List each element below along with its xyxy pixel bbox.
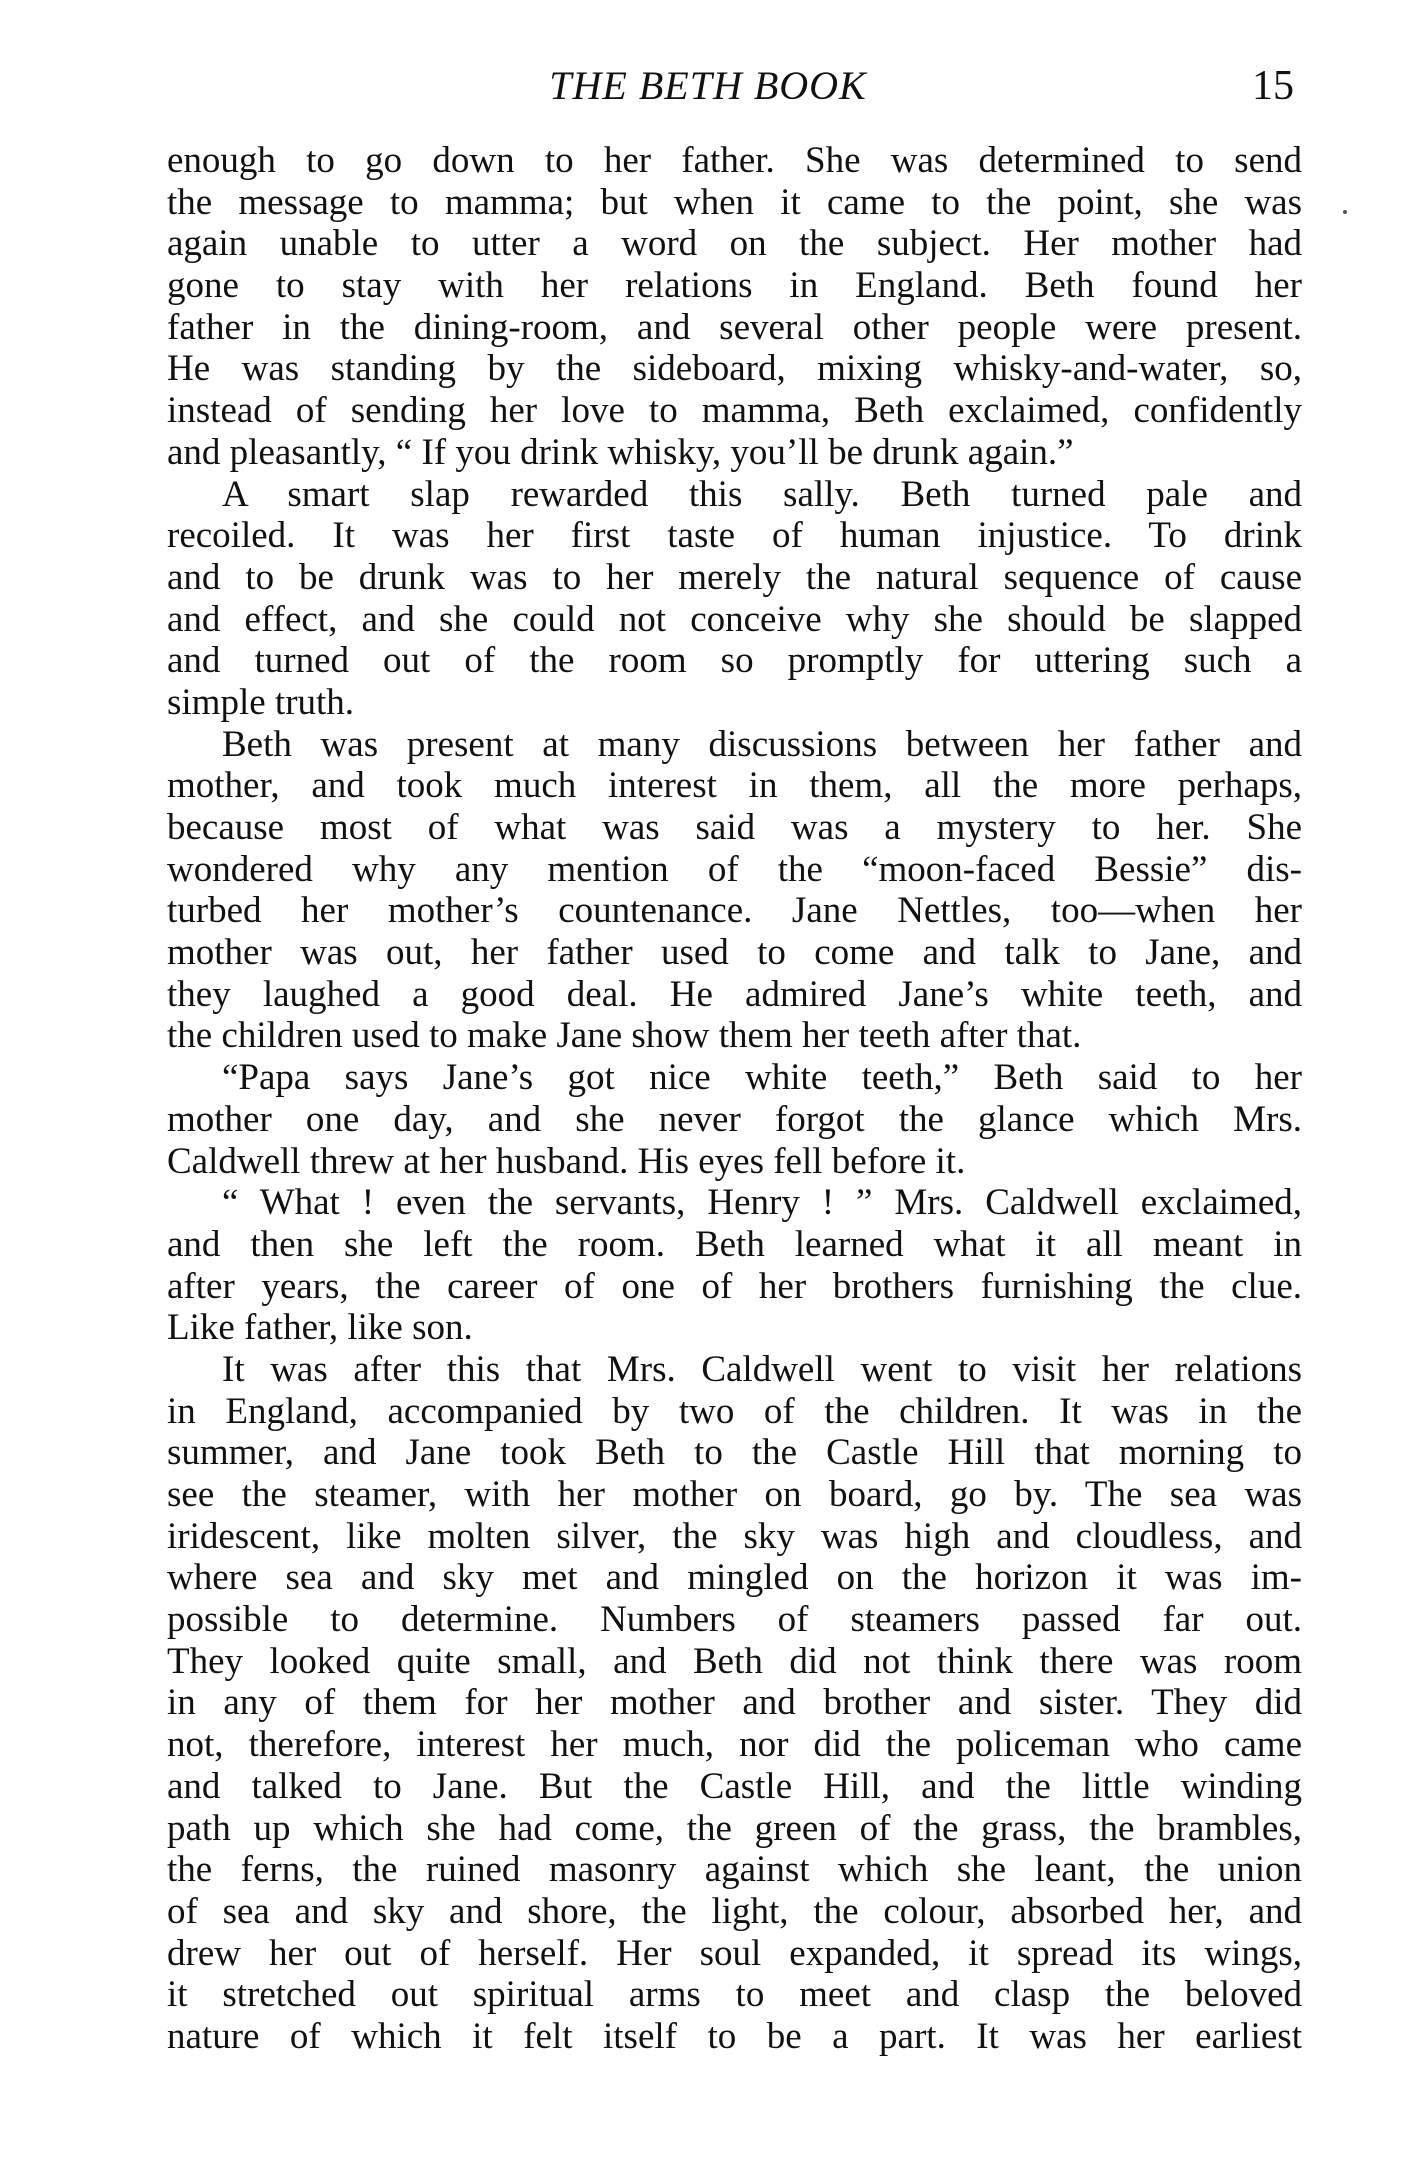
text-line: and effect, and she could not conceive why she should be slapped (167, 598, 1302, 640)
text-line: Caldwell threw at her husband. His eyes fell before it. (167, 1140, 966, 1182)
text-line: simple truth. (167, 681, 355, 723)
text-line: the message to mamma; but when it came to the point, she was (167, 181, 1302, 223)
text-line: they laughed a good deal. He admired Jane’s white teeth, and (167, 973, 1302, 1015)
text-line: because most of what was said was a mystery to her. She (167, 807, 1302, 848)
text-line: possible to determine. Numbers of steamers passed far out. (167, 1599, 1302, 1641)
text-line: wondered why any mention of the “moon-faced Bessie” dis- (167, 848, 1302, 890)
text-line: They looked quite small, and Beth did not think there was room (167, 1640, 1302, 1682)
text-line: where sea and sky met and mingled on the horizon it was im- (167, 1557, 1302, 1599)
text-line: after years, the career of one of her brothers furnishing the clue. (167, 1265, 1302, 1307)
text-line: and talked to Jane. But the Castle Hill, and the little winding (167, 1765, 1302, 1807)
text-line: path up which she had come, the green of the grass, the brambles, (167, 1807, 1302, 1849)
text-line: nature of which it felt itself to be a part. It was her earliest (167, 2015, 1302, 2057)
text-line: and then she left the room. Beth learned what it all meant in (167, 1223, 1302, 1265)
print-speck (1343, 210, 1347, 214)
text-line: recoiled. It was her first taste of human injustice. To drink (167, 515, 1302, 557)
text-line: mother one day, and she never forgot the glance which Mrs. (167, 1098, 1302, 1140)
text-line: It was after this that Mrs. Caldwell went to visit her relations (222, 1348, 1302, 1390)
running-title: THE BETH BOOK (549, 63, 867, 108)
body-text (167, 140, 1302, 2058)
text-line: the ferns, the ruined masonry against which she leant, the union (167, 1849, 1302, 1891)
text-line: and pleasantly, “ If you drink whisky, you’ll be drunk again.” (167, 431, 1074, 473)
text-line: A smart slap rewarded this sally. Beth turned pale and (222, 473, 1302, 515)
text-line: “Papa says Jane’s got nice white teeth,” Beth said to her (222, 1057, 1302, 1099)
text-line: father in the dining-room, and several other people were present. (167, 306, 1302, 348)
text-line: enough to go down to her father. She was determined to send (167, 140, 1302, 181)
text-line: Beth was present at many discussions between her father and (222, 723, 1302, 765)
text-line: iridescent, like molten silver, the sky was high and cloudless, and (167, 1515, 1302, 1557)
text-line: summer, and Jane took Beth to the Castle Hill that morning to (167, 1432, 1302, 1474)
text-line: and turned out of the room so promptly for uttering such a (167, 640, 1302, 682)
text-line: “ What ! even the servants, Henry ! ” Mrs. Caldwell exclaimed, (222, 1182, 1302, 1224)
text-line: it stretched out spiritual arms to meet and clasp the beloved (167, 1974, 1302, 2016)
text-line: mother, and took much interest in them, all the more perhaps, (167, 765, 1302, 807)
text-line: see the steamer, with her mother on board, go by. The sea was (167, 1474, 1302, 1515)
text-line: in any of them for her mother and brother and sister. They did (167, 1682, 1302, 1724)
page-number: 15 (1252, 63, 1294, 109)
text-line: and to be drunk was to her merely the natural sequence of cause (167, 556, 1302, 598)
text-line: drew her out of herself. Her soul expanded, it spread its wings, (167, 1932, 1302, 1974)
text-line: of sea and sky and shore, the light, the colour, absorbed her, and (167, 1890, 1302, 1932)
text-line: again unable to utter a word on the subject. Her mother had (167, 223, 1302, 265)
text-line: mother was out, her father used to come and talk to Jane, and (167, 932, 1302, 974)
text-line: turbed her mother’s countenance. Jane Nettles, too—when her (167, 890, 1302, 932)
text-line: in England, accompanied by two of the children. It was in the (167, 1390, 1302, 1432)
text-line: He was standing by the sideboard, mixing whisky-and-water, so, (167, 348, 1302, 390)
text-line: gone to stay with her relations in England. Beth found her (167, 265, 1302, 307)
text-line: instead of sending her love to mamma, Beth exclaimed, confidently (167, 390, 1302, 432)
text-line: the children used to make Jane show them her teeth after that. (167, 1015, 1082, 1057)
text-line: Like father, like son. (167, 1307, 473, 1349)
text-line: not, therefore, interest her much, nor did the policeman who came (167, 1724, 1302, 1766)
